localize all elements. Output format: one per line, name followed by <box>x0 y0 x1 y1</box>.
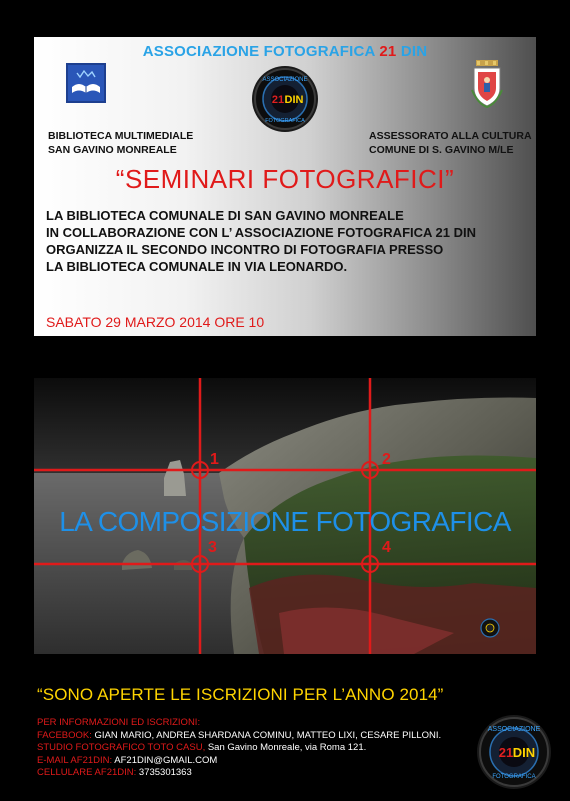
facebook-names: GIAN MARIO, ANDREA SHARDANA COMINU, MATTEO LIXI, CESARE PILLONI. <box>91 729 442 741</box>
seminar-info-panel <box>34 37 536 336</box>
footer-logo-top-text: ASSOCIAZIONE <box>487 726 541 733</box>
point-label-3: 3 <box>208 539 217 556</box>
association-title-part1: ASSOCIAZIONE FOTOGRAFICA <box>142 43 380 60</box>
event-description-line: ORGANIZZA IL SECONDO INCONTRO DI FOTOGRAFIA PRESSO <box>46 242 444 257</box>
email-contact <box>37 755 441 768</box>
phone-number[interactable]: 3735301363 <box>136 767 192 778</box>
association-title-number: 21 <box>379 43 397 60</box>
cultural-office-line2: COMUNE DI S. GAVINO M/LE <box>369 144 514 156</box>
point-label-1: 1 <box>210 451 219 468</box>
event-date: SABATO 29 MARZO 2014 ORE 10 <box>46 314 265 330</box>
logo-din: DIN <box>284 94 304 106</box>
library-name-line2: SAN GAVINO MONREALE <box>48 144 177 156</box>
library-name <box>48 129 193 157</box>
studio-label: STUDIO FOTOGRAFICO TOTO CASU, <box>37 742 206 753</box>
point-label-2: 2 <box>382 451 391 468</box>
footer-logo-bottom-text: FOTOGRAFICA <box>492 774 536 780</box>
cultural-office-line1: ASSESSORATO ALLA CULTURA <box>369 130 532 142</box>
phone-label: CELLULARE AF21DIN: <box>37 767 137 778</box>
registration-headline: “SONO APERTE LE ISCRIZIONI PER L’ANNO 2014” <box>37 685 444 704</box>
logo-number: 21 <box>271 94 285 106</box>
event-description <box>46 207 476 275</box>
composition-title: LA COMPOSIZIONE FOTOGRAFICA <box>59 506 511 537</box>
association-21din-logo-footer <box>476 714 552 790</box>
association-title-part2: DIN <box>396 43 428 60</box>
facebook-label: FACEBOOK: <box>37 729 92 741</box>
library-book-icon <box>66 63 106 103</box>
info-title: PER INFORMAZIONI ED ISCRIZIONI: <box>37 717 201 728</box>
logo-bottom-text: FOTOGRAFICA <box>265 118 305 124</box>
municipal-crest-icon <box>470 60 504 108</box>
event-description-line: IN COLLABORAZIONE CON L’ ASSOCIAZIONE FOTOGRAFICA 21 DIN <box>46 225 476 240</box>
composition-photo <box>34 378 536 654</box>
studio-contact <box>37 742 441 755</box>
event-description-line: LA BIBLIOTECA COMUNALE IN VIA LEONARDO. <box>46 259 348 274</box>
contact-info <box>37 717 441 780</box>
cultural-office-name <box>369 129 532 157</box>
footer-logo-number: 21 <box>498 745 514 760</box>
studio-address: San Gavino Monreale, via Roma 121. <box>205 742 367 753</box>
footer-logo-din: DIN <box>512 745 536 760</box>
email-label: E-MAIL AF21DIN: <box>37 754 113 766</box>
photo-watermark-logo <box>480 618 500 638</box>
phone-contact <box>37 767 441 780</box>
email-address[interactable]: AF21DIN@GMAIL.COM <box>112 754 218 766</box>
association-21din-logo <box>251 65 319 133</box>
event-description-line: LA BIBLIOTECA COMUNALE DI SAN GAVINO MONREALE <box>46 208 404 223</box>
seminar-headline: “SEMINARI FOTOGRAFICI” <box>115 164 455 194</box>
association-title <box>34 43 536 60</box>
library-name-line1: BIBLIOTECA MULTIMEDIALE <box>48 130 194 142</box>
logo-top-text: ASSOCIAZIONE <box>262 77 308 83</box>
point-label-4: 4 <box>382 539 391 556</box>
facebook-contacts <box>37 730 441 743</box>
